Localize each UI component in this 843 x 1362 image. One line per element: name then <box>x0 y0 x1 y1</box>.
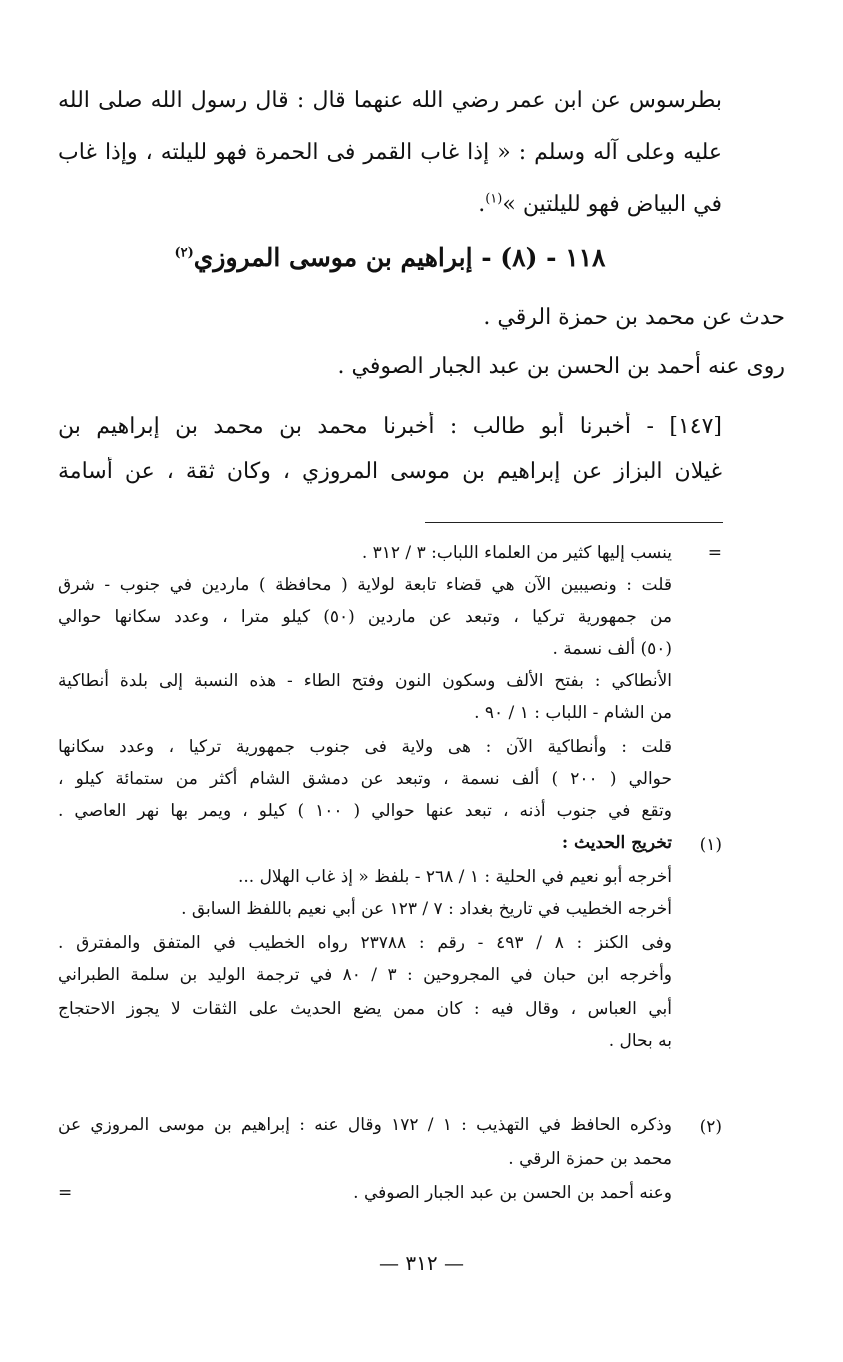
main-text-line: بطرسوس عن ابن عمر رضي الله عنهما قال : قال رسول الله صلى الله <box>58 88 722 113</box>
footnote-marker-2: (٢) <box>699 1117 722 1137</box>
continuation-mark-end: = <box>58 1183 73 1203</box>
period: . <box>478 192 486 217</box>
footnote-line: الأنطاكي : بفتح الألف وسكون النون وفتح الطاء - هذه النسبة إلى بلدة أنطاكية <box>58 671 672 691</box>
footnote-line: وذكره الحافظ في التهذيب : ١ / ١٧٢ وقال عنه : إبراهيم بن موسى المروزي عن <box>58 1115 672 1135</box>
footnote-line: به بحال . <box>608 1031 672 1051</box>
entry-heading <box>58 236 722 280</box>
footnote-line: قلت : وأنطاكية الآن : هى ولاية فى جنوب جمهورية تركيا ، وعدد سكانها <box>58 737 672 757</box>
page-number: — ٣١٢ — <box>379 1251 464 1275</box>
footnote-title: تخريج الحديث : <box>561 833 672 853</box>
footnote-line: أبي العباس ، وقال فيه : كان ممن يضع الحديث على الثقات لا يجوز الاحتجاج <box>58 999 672 1019</box>
continuation-mark: = <box>707 543 722 563</box>
hadith-line: غيلان البزاز عن إبراهيم بن موسى المروزي ، وكان ثقة ، عن أسامة <box>58 459 722 484</box>
footnote-ref: (١) <box>485 191 503 207</box>
footnote-line: ينسب إليها كثير من العلماء اللباب: ٣ / ٣١٢ . <box>361 543 672 563</box>
footnote-line: وتقع في جنوب أذنه ، تبعد عنها حوالي ( ١٠٠ ) كيلو ، ويمر بها نهر العاصي . <box>58 801 672 821</box>
footnote-marker-1: (١) <box>699 835 722 855</box>
footnote-separator <box>425 522 723 523</box>
footnote-line: أخرجه الخطيب في تاريخ بغداد : ٧ / ١٢٣ عن أبي نعيم باللفظ السابق . <box>181 899 672 919</box>
main-text-line: في البياض فهو لليلتين » <box>502 192 722 217</box>
footnote-line: (٥٠) ألف نسمة . <box>552 639 672 659</box>
main-text-line: عليه وعلى آله وسلم : « إذا غاب القمر فى الحمرة فهو لليلته ، وإذا غاب <box>58 140 722 165</box>
footnote-line: وعنه أحمد بن الحسن بن عبد الجبار الصوفي . <box>353 1183 672 1203</box>
footnote-line: وفى الكنز : ٨ / ٤٩٣ - رقم : ٢٣٧٨٨ رواه الخطيب في المتفق والمفترق . <box>58 933 672 953</box>
footnote-line: محمد بن حمزة الرقي . <box>508 1149 672 1169</box>
footnote-line: أخرجه أبو نعيم في الحلية : ١ / ٢٦٨ - بلفظ « إذ غاب الهلال ... <box>237 867 672 887</box>
footnote-line: من الشام - اللباب : ١ / ٩٠ . <box>474 703 672 723</box>
hadith-line: [١٤٧] - أخبرنا أبو طالب : أخبرنا محمد بن محمد بن إبراهيم بن <box>58 414 722 439</box>
footnote-line: وأخرجه ابن حبان في المجروحين : ٣ / ٨٠ في ترجمة الوليد بن سلمة الطبراني <box>58 965 672 985</box>
footnote-line: من جمهورية تركيا ، وتبعد عن ماردين (٥٠) كيلو مترا ، وعدد سكانها حوالي <box>58 607 672 627</box>
bio-line: روى عنه أحمد بن الحسن بن عبد الجبار الصوفي . <box>337 354 785 379</box>
main-text-line-last <box>58 190 722 220</box>
footnote-line: قلت : ونصيبين الآن هي قضاء تابعة لولاية ( محافظة ) ماردين في جنوب - شرق <box>58 575 672 595</box>
footnote-line: حوالي ( ٢٠٠ ) ألف نسمة ، وتبعد عن دمشق الشام أكثر من ستمائة كيلو ، <box>58 769 672 789</box>
entry-heading-text: ١١٨ - (٨) - إبراهيم بن موسى المروزي <box>193 243 606 272</box>
bio-line: حدث عن محمد بن حمزة الرقي . <box>483 305 785 330</box>
footnote-ref: (٢) <box>174 245 194 261</box>
